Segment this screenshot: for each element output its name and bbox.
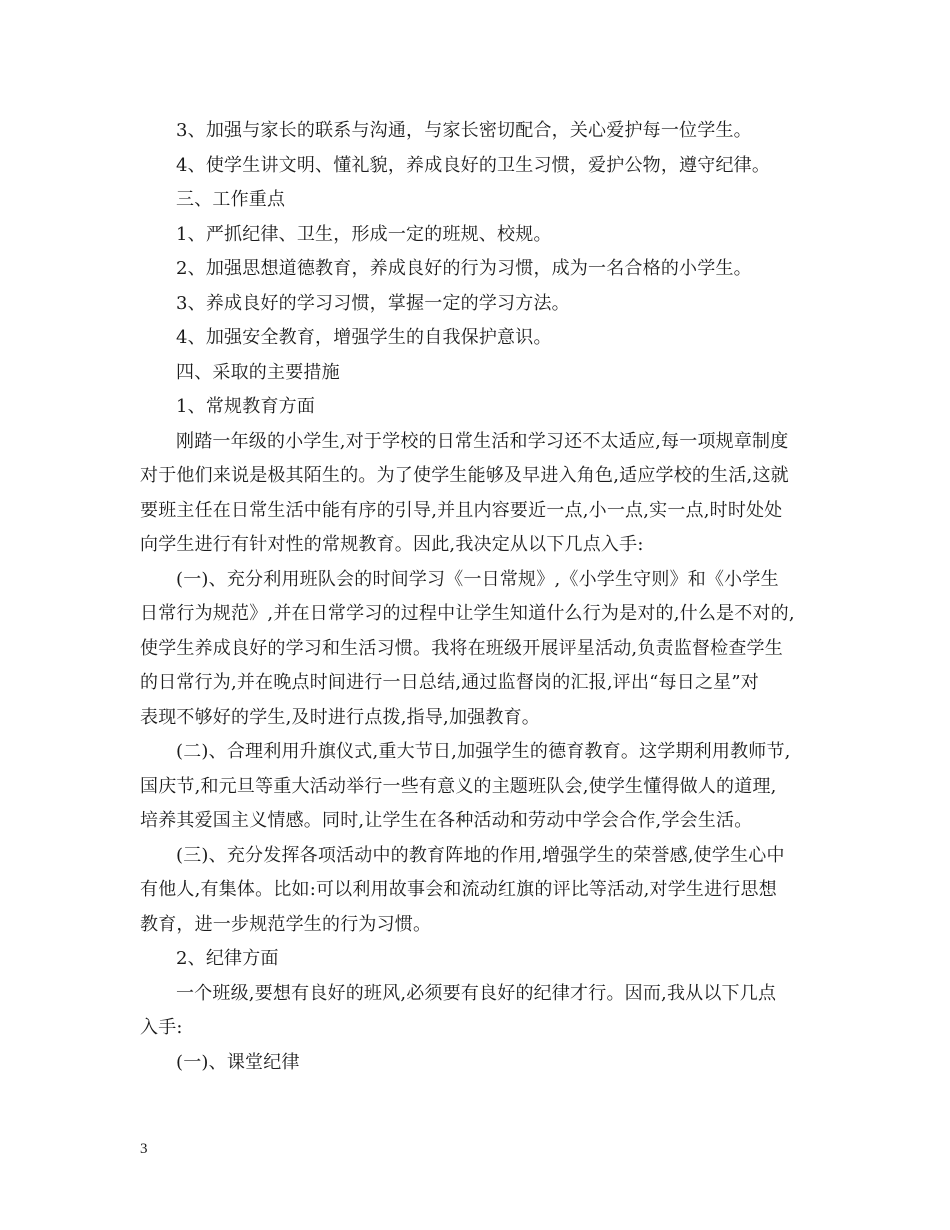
text-line: 1、严抓纪律、卫生，形成一定的班规、校规。: [176, 223, 552, 245]
text-line: 四、采取的主要措施: [176, 361, 340, 383]
text-line: 三、工作重点: [176, 189, 286, 210]
text-line: 刚踏一年级的小学生,对于学校的日常生活和学习还不太适应,每一项规章制度: [176, 430, 789, 452]
text-line: 使学生养成良好的学习和生活习惯。我将在班级开展评星活动,负责监督检查学生: [140, 637, 783, 659]
text-line: 有他人,有集体。比如:可以利用故事会和流动红旗的评比等活动,对学生进行思想: [140, 879, 777, 900]
text-line: 3、加强与家长的联系与沟通，与家长密切配合，关心爱护每一位学生。: [176, 120, 752, 141]
text-line: 日常行为规范》,并在日常学习的过程中让学生知道什么行为是对的,什么是不对的,: [140, 603, 795, 624]
text-line: 培养其爱国主义情感。同时,让学生在各种活动和劳动中学会合作,学会生活。: [140, 810, 753, 831]
text-line: 教育，进一步规范学生的行为习惯。: [140, 913, 432, 935]
text-line: 入手:: [140, 1017, 183, 1038]
document-body: [140, 114, 816, 1080]
text-line: 要班主任在日常生活中能有序的引导,并且内容要近一点,小一点,实一点,时时处处: [140, 499, 783, 521]
text-line: 1、常规教育方面: [176, 396, 316, 417]
text-line: 3、养成良好的学习习惯，掌握一定的学习方法。: [176, 292, 570, 314]
text-line: 对于他们来说是极其陌生的。为了使学生能够及早进入角色,适应学校的生活,这就: [140, 465, 789, 486]
text-line: (一)、充分利用班队会的时间学习《一日常规》,《小学生守则》和《小学生: [176, 568, 779, 590]
text-line: 一个班级,要想有良好的班风,必须要有良好的纪律才行。因而,我从以下几点: [176, 982, 777, 1004]
text-line: 2、加强思想道德教育，养成良好的行为习惯，成为一名合格的小学生。: [176, 258, 752, 279]
text-line: 4、加强安全教育，增强学生的自我保护意识。: [176, 327, 552, 348]
text-line: 2、纪律方面: [176, 948, 279, 969]
page-number: 3: [140, 1141, 148, 1157]
text-line: (三)、充分发挥各项活动中的教育阵地的作用,增强学生的荣誉感,使学生心中: [176, 844, 785, 866]
text-line: 4、使学生讲文明、懂礼貌，养成良好的卫生习惯，爱护公物，遵守纪律。: [176, 154, 771, 176]
text-line: 向学生进行有针对性的常规教育。因此,我决定从以下几点入手:: [140, 534, 644, 555]
text-line: 的日常行为,并在晚点时间进行一日总结,通过监督岗的汇报,评出“每日之星”对: [140, 672, 759, 693]
text-line: (一)、课堂纪律: [176, 1051, 300, 1073]
text-line: (二)、合理利用升旗仪式,重大节日,加强学生的德育教育。这学期利用教师节,: [176, 741, 791, 762]
text-line: 表现不够好的学生,及时进行点拨,指导,加强教育。: [140, 706, 540, 728]
text-line: 国庆节,和元旦等重大活动举行一些有意义的主题班队会,使学生懂得做人的道理,: [140, 775, 777, 797]
